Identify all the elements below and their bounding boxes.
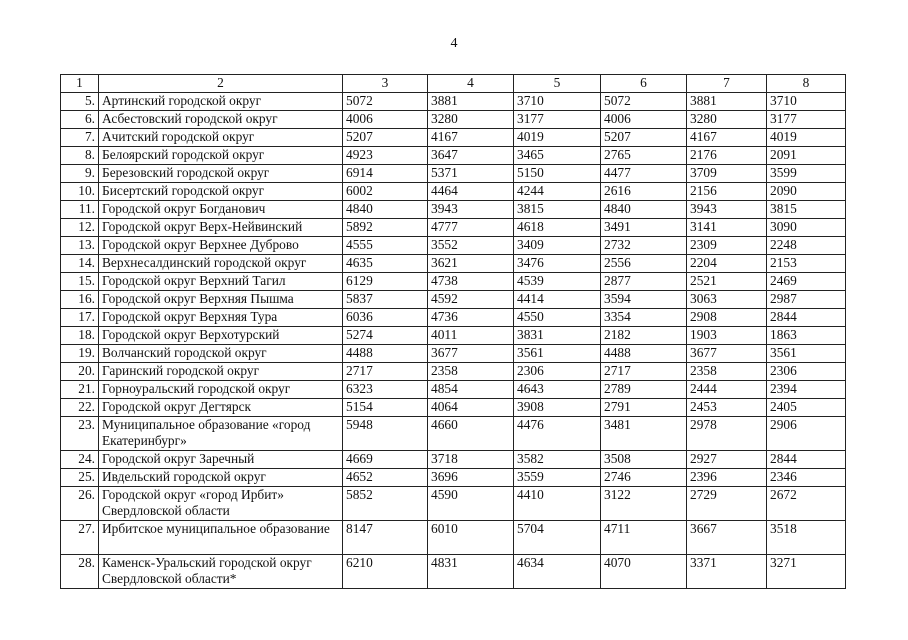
value-cell-col-6: 4070 [601,555,687,589]
value-cell-col-8: 2672 [767,487,846,521]
value-cell-col-4: 4831 [428,555,514,589]
municipality-name-cell: Городской округ «город Ирбит» Свердловской области [99,487,343,521]
row-number-cell: 27. [61,521,99,555]
value-cell-col-8: 3561 [767,345,846,363]
value-cell-col-4: 4064 [428,399,514,417]
value-cell-col-3: 5837 [343,291,428,309]
value-cell-col-6: 3508 [601,451,687,469]
value-cell-col-3: 2717 [343,363,428,381]
table-row [61,521,846,555]
page-number: 4 [450,36,458,51]
value-cell-col-6: 3594 [601,291,687,309]
municipality-name-cell: Ивдельский городской округ [99,469,343,487]
municipality-name-cell: Верхнесалдинский городской округ [99,255,343,273]
value-cell-col-8: 3177 [767,111,846,129]
value-cell-col-6: 2877 [601,273,687,291]
value-cell-col-7: 4167 [687,129,767,147]
column-header: 2 [99,75,343,93]
municipality-name-cell: Городской округ Верхняя Пышма [99,291,343,309]
value-cell-col-7: 2176 [687,147,767,165]
value-cell-col-3: 6210 [343,555,428,589]
row-number-cell: 11. [61,201,99,219]
table-row [61,129,846,147]
row-number-cell: 24. [61,451,99,469]
value-cell-col-5: 3815 [514,201,601,219]
value-cell-col-4: 3881 [428,93,514,111]
table-row [61,381,846,399]
value-cell-col-4: 4167 [428,129,514,147]
value-cell-col-8: 3710 [767,93,846,111]
table-row [61,451,846,469]
municipality-name-cell: Белоярский городской округ [99,147,343,165]
value-cell-col-3: 4635 [343,255,428,273]
table-row [61,309,846,327]
value-cell-col-7: 2156 [687,183,767,201]
value-cell-col-7: 3677 [687,345,767,363]
value-cell-col-3: 5948 [343,417,428,451]
value-cell-col-5: 3476 [514,255,601,273]
municipality-name-cell: Городской округ Верхний Тагил [99,273,343,291]
value-cell-col-5: 4410 [514,487,601,521]
value-cell-col-7: 3943 [687,201,767,219]
value-cell-col-6: 5207 [601,129,687,147]
header-row [61,75,846,93]
table-row [61,111,846,129]
value-cell-col-6: 3122 [601,487,687,521]
value-cell-col-5: 3559 [514,469,601,487]
value-cell-col-4: 3677 [428,345,514,363]
table-body [61,75,846,589]
value-cell-col-7: 2729 [687,487,767,521]
value-cell-col-6: 4006 [601,111,687,129]
column-header: 1 [61,75,99,93]
value-cell-col-3: 5154 [343,399,428,417]
value-cell-col-4: 4736 [428,309,514,327]
value-cell-col-8: 3518 [767,521,846,555]
row-number-cell: 5. [61,93,99,111]
table-row [61,273,846,291]
value-cell-col-8: 1863 [767,327,846,345]
row-number-cell: 28. [61,555,99,589]
value-cell-col-5: 4539 [514,273,601,291]
value-cell-col-8: 3271 [767,555,846,589]
value-cell-col-3: 4652 [343,469,428,487]
municipality-name-cell: Городской округ Верх-Нейвинский [99,219,343,237]
municipality-name-cell: Городской округ Верхотурский [99,327,343,345]
value-cell-col-3: 6914 [343,165,428,183]
value-cell-col-6: 2789 [601,381,687,399]
row-number-cell: 18. [61,327,99,345]
column-header: 3 [343,75,428,93]
value-cell-col-6: 3491 [601,219,687,237]
value-cell-col-4: 4660 [428,417,514,451]
column-header: 4 [428,75,514,93]
municipality-name-cell: Артинский городской округ [99,93,343,111]
value-cell-col-8: 4019 [767,129,846,147]
value-cell-col-5: 3561 [514,345,601,363]
municipality-name-cell: Городской округ Верхняя Тура [99,309,343,327]
value-cell-col-4: 4011 [428,327,514,345]
value-cell-col-6: 2732 [601,237,687,255]
value-cell-col-5: 3465 [514,147,601,165]
value-cell-col-6: 2556 [601,255,687,273]
table-row [61,291,846,309]
column-header: 8 [767,75,846,93]
value-cell-col-7: 2521 [687,273,767,291]
value-cell-col-3: 6129 [343,273,428,291]
table-row [61,219,846,237]
value-cell-col-4: 5371 [428,165,514,183]
value-cell-col-4: 2358 [428,363,514,381]
value-cell-col-4: 3621 [428,255,514,273]
value-cell-col-3: 5274 [343,327,428,345]
value-cell-col-7: 3881 [687,93,767,111]
value-cell-col-4: 4592 [428,291,514,309]
value-cell-col-8: 2248 [767,237,846,255]
value-cell-col-5: 4550 [514,309,601,327]
row-number-cell: 26. [61,487,99,521]
row-number-cell: 8. [61,147,99,165]
value-cell-col-8: 2091 [767,147,846,165]
table-row [61,555,846,589]
value-cell-col-3: 5852 [343,487,428,521]
value-cell-col-5: 3908 [514,399,601,417]
municipality-name-cell: Ирбитское муниципальное образование [99,521,343,555]
value-cell-col-8: 2906 [767,417,846,451]
value-cell-col-5: 5150 [514,165,601,183]
value-cell-col-7: 2396 [687,469,767,487]
value-cell-col-7: 3280 [687,111,767,129]
value-cell-col-5: 3710 [514,93,601,111]
value-cell-col-7: 2358 [687,363,767,381]
value-cell-col-7: 2927 [687,451,767,469]
municipality-name-cell: Бисертский городской округ [99,183,343,201]
municipality-name-cell: Гаринский городской округ [99,363,343,381]
value-cell-col-6: 3354 [601,309,687,327]
municipality-name-cell: Муниципальное образование «город Екатеринбург» [99,417,343,451]
municipality-name-cell: Городской округ Верхнее Дуброво [99,237,343,255]
value-cell-col-7: 2453 [687,399,767,417]
value-cell-col-4: 3280 [428,111,514,129]
row-number-cell: 25. [61,469,99,487]
value-cell-col-7: 2204 [687,255,767,273]
value-cell-col-5: 4634 [514,555,601,589]
value-cell-col-8: 2469 [767,273,846,291]
table-row [61,201,846,219]
table-row [61,165,846,183]
row-number-cell: 15. [61,273,99,291]
row-number-cell: 13. [61,237,99,255]
value-cell-col-4: 6010 [428,521,514,555]
value-cell-col-3: 8147 [343,521,428,555]
value-cell-col-6: 4711 [601,521,687,555]
table-row [61,183,846,201]
value-cell-col-8: 2405 [767,399,846,417]
value-cell-col-7: 3063 [687,291,767,309]
value-cell-col-6: 2791 [601,399,687,417]
value-cell-col-4: 4777 [428,219,514,237]
value-cell-col-7: 3709 [687,165,767,183]
value-cell-col-6: 4477 [601,165,687,183]
value-cell-col-5: 5704 [514,521,601,555]
value-cell-col-5: 3409 [514,237,601,255]
municipality-name-cell: Городской округ Дегтярск [99,399,343,417]
value-cell-col-6: 4488 [601,345,687,363]
value-cell-col-5: 3177 [514,111,601,129]
table-row [61,255,846,273]
value-cell-col-5: 4618 [514,219,601,237]
value-cell-col-7: 2908 [687,309,767,327]
value-cell-col-5: 4476 [514,417,601,451]
row-number-cell: 19. [61,345,99,363]
value-cell-col-3: 4006 [343,111,428,129]
value-cell-col-4: 4464 [428,183,514,201]
value-cell-col-7: 3371 [687,555,767,589]
municipality-name-cell: Городской округ Заречный [99,451,343,469]
value-cell-col-6: 4840 [601,201,687,219]
value-cell-col-7: 3667 [687,521,767,555]
value-cell-col-6: 2746 [601,469,687,487]
municipality-name-cell: Горноуральский городской округ [99,381,343,399]
data-table [60,74,846,589]
column-header: 5 [514,75,601,93]
table-row [61,147,846,165]
table-row [61,469,846,487]
value-cell-col-4: 3552 [428,237,514,255]
value-cell-col-8: 3599 [767,165,846,183]
value-cell-col-6: 2765 [601,147,687,165]
row-number-cell: 21. [61,381,99,399]
row-number-cell: 12. [61,219,99,237]
value-cell-col-8: 2394 [767,381,846,399]
value-cell-col-8: 2153 [767,255,846,273]
row-number-cell: 22. [61,399,99,417]
value-cell-col-8: 2090 [767,183,846,201]
value-cell-col-3: 6323 [343,381,428,399]
value-cell-col-3: 4669 [343,451,428,469]
value-cell-col-4: 4854 [428,381,514,399]
value-cell-col-3: 6036 [343,309,428,327]
value-cell-col-4: 4590 [428,487,514,521]
value-cell-col-4: 3696 [428,469,514,487]
value-cell-col-7: 1903 [687,327,767,345]
column-header: 6 [601,75,687,93]
row-number-cell: 23. [61,417,99,451]
value-cell-col-8: 2844 [767,309,846,327]
table-row [61,399,846,417]
value-cell-col-5: 4414 [514,291,601,309]
value-cell-col-3: 5207 [343,129,428,147]
value-cell-col-8: 2844 [767,451,846,469]
value-cell-col-8: 3815 [767,201,846,219]
row-number-cell: 7. [61,129,99,147]
table-row [61,363,846,381]
value-cell-col-5: 4244 [514,183,601,201]
table-row [61,93,846,111]
value-cell-col-3: 6002 [343,183,428,201]
value-cell-col-8: 2306 [767,363,846,381]
table-row [61,237,846,255]
value-cell-col-5: 4019 [514,129,601,147]
column-header: 7 [687,75,767,93]
value-cell-col-8: 2346 [767,469,846,487]
value-cell-col-6: 3481 [601,417,687,451]
municipality-name-cell: Каменск-Уральский городской округ Свердловской области* [99,555,343,589]
value-cell-col-6: 2717 [601,363,687,381]
row-number-cell: 14. [61,255,99,273]
row-number-cell: 9. [61,165,99,183]
municipality-name-cell: Березовский городской округ [99,165,343,183]
value-cell-col-7: 3141 [687,219,767,237]
value-cell-col-7: 2978 [687,417,767,451]
row-number-cell: 20. [61,363,99,381]
value-cell-col-8: 3090 [767,219,846,237]
value-cell-col-5: 2306 [514,363,601,381]
value-cell-col-4: 4738 [428,273,514,291]
value-cell-col-5: 3582 [514,451,601,469]
value-cell-col-6: 5072 [601,93,687,111]
municipality-name-cell: Асбестовский городской округ [99,111,343,129]
row-number-cell: 16. [61,291,99,309]
value-cell-col-4: 3718 [428,451,514,469]
row-number-cell: 6. [61,111,99,129]
value-cell-col-4: 3647 [428,147,514,165]
value-cell-col-3: 5072 [343,93,428,111]
value-cell-col-5: 4643 [514,381,601,399]
value-cell-col-3: 4840 [343,201,428,219]
value-cell-col-3: 5892 [343,219,428,237]
table-row [61,487,846,521]
value-cell-col-3: 4923 [343,147,428,165]
value-cell-col-6: 2182 [601,327,687,345]
municipality-name-cell: Ачитский городской округ [99,129,343,147]
row-number-cell: 17. [61,309,99,327]
table-row [61,345,846,363]
table-row [61,417,846,451]
value-cell-col-6: 2616 [601,183,687,201]
value-cell-col-5: 3831 [514,327,601,345]
table-row [61,327,846,345]
value-cell-col-3: 4488 [343,345,428,363]
municipality-name-cell: Городской округ Богданович [99,201,343,219]
municipality-name-cell: Волчанский городской округ [99,345,343,363]
row-number-cell: 10. [61,183,99,201]
value-cell-col-7: 2309 [687,237,767,255]
value-cell-col-4: 3943 [428,201,514,219]
value-cell-col-3: 4555 [343,237,428,255]
value-cell-col-8: 2987 [767,291,846,309]
value-cell-col-7: 2444 [687,381,767,399]
